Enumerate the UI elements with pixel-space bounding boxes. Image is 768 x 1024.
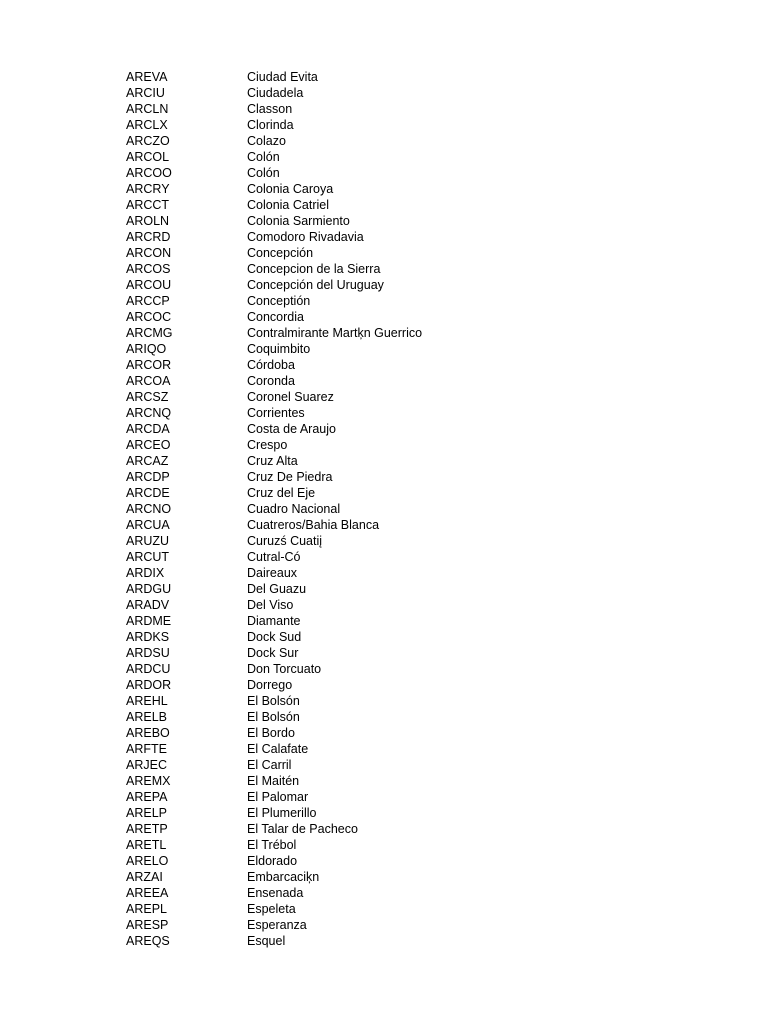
location-code: ARELP	[126, 806, 167, 820]
location-name: Dorrego	[247, 678, 293, 692]
location-code: ARCOC	[126, 310, 172, 324]
location-code: ARCNQ	[126, 406, 172, 420]
list-item	[126, 133, 646, 149]
location-name: Coquimbito	[247, 342, 311, 356]
list-item	[126, 389, 646, 405]
location-name: Concepción del Uruguay	[247, 278, 384, 292]
list-item	[126, 853, 646, 869]
location-code: ARIQO	[126, 342, 167, 356]
location-name: Clorinda	[247, 118, 294, 132]
location-name: Conceptión	[247, 294, 311, 308]
list-item	[126, 229, 646, 245]
location-name: Costa de Araujo	[247, 422, 336, 436]
location-name: Colonia Catriel	[247, 198, 329, 212]
location-code: ARCEO	[126, 438, 171, 452]
location-name: Colonia Sarmiento	[247, 214, 350, 228]
location-code: ARCSZ	[126, 390, 169, 404]
location-name: El Trébol	[247, 838, 297, 852]
location-name: Concordia	[247, 310, 304, 324]
location-name: Ensenada	[247, 886, 304, 900]
list-item	[126, 581, 646, 597]
list-item	[126, 405, 646, 421]
location-code: ARCUA	[126, 518, 170, 532]
location-code: ARDOR	[126, 678, 172, 692]
location-code: ARFTE	[126, 742, 167, 756]
location-code: AREPL	[126, 902, 167, 916]
location-code: AREMX	[126, 774, 171, 788]
list-item	[126, 485, 646, 501]
location-name: El Plumerillo	[247, 806, 317, 820]
list-item	[126, 709, 646, 725]
location-code: ARCCT	[126, 198, 170, 212]
location-name: Del Guazu	[247, 582, 307, 596]
location-code: ARELO	[126, 854, 169, 868]
location-code: AROLN	[126, 214, 170, 228]
location-name: Cutral-Có	[247, 550, 301, 564]
location-code: ARDME	[126, 614, 172, 628]
location-code: ARELB	[126, 710, 167, 724]
location-code: ARZAI	[126, 870, 163, 884]
location-name: Classon	[247, 102, 293, 116]
location-code: AREQS	[126, 934, 170, 948]
list-item	[126, 693, 646, 709]
location-code: ARCMG	[126, 326, 173, 340]
location-code: ARCAZ	[126, 454, 169, 468]
location-name: Contralmirante Martķn Guerrico	[247, 326, 423, 340]
list-item	[126, 549, 646, 565]
location-code: ARDSU	[126, 646, 170, 660]
location-code: ARCDA	[126, 422, 170, 436]
list-item	[126, 629, 646, 645]
location-name: Espeleta	[247, 902, 296, 916]
location-name: Eldorado	[247, 854, 298, 868]
location-code: AREVA	[126, 70, 168, 84]
location-name: Esquel	[247, 934, 286, 948]
location-name: Colón	[247, 150, 280, 164]
location-code: ARUZU	[126, 534, 170, 548]
location-code-list	[126, 69, 646, 949]
location-code: ARDCU	[126, 662, 171, 676]
location-name: Del Viso	[247, 598, 294, 612]
list-item	[126, 597, 646, 613]
list-item	[126, 197, 646, 213]
location-code: ARCOL	[126, 150, 170, 164]
list-item	[126, 645, 646, 661]
list-item	[126, 69, 646, 85]
location-name: Ciudadela	[247, 86, 304, 100]
location-code: ARCOR	[126, 358, 172, 372]
list-item	[126, 901, 646, 917]
list-item	[126, 421, 646, 437]
location-name: Ciudad Evita	[247, 70, 318, 84]
location-code: ARCDP	[126, 470, 170, 484]
list-item	[126, 661, 646, 677]
location-code: ARCCP	[126, 294, 170, 308]
location-name: Concepción	[247, 246, 314, 260]
location-name: Cruz De Piedra	[247, 470, 333, 484]
location-code: ARESP	[126, 918, 169, 932]
location-name: El Carril	[247, 758, 292, 772]
location-code: ARETP	[126, 822, 168, 836]
list-item	[126, 885, 646, 901]
location-name: Cruz Alta	[247, 454, 298, 468]
location-name: Concepcion de la Sierra	[247, 262, 381, 276]
list-item	[126, 789, 646, 805]
location-name: Colazo	[247, 134, 286, 148]
list-item	[126, 373, 646, 389]
list-item	[126, 741, 646, 757]
location-name: Don Torcuato	[247, 662, 322, 676]
list-item	[126, 261, 646, 277]
location-name: El Maitén	[247, 774, 300, 788]
list-item	[126, 773, 646, 789]
location-code: ARCOS	[126, 262, 171, 276]
list-item	[126, 213, 646, 229]
location-name: Colonia Caroya	[247, 182, 334, 196]
location-name: Colón	[247, 166, 280, 180]
location-name: El Bordo	[247, 726, 295, 740]
list-item	[126, 757, 646, 773]
location-code: ARDKS	[126, 630, 170, 644]
location-code: AREEA	[126, 886, 169, 900]
location-code: ARCOA	[126, 374, 171, 388]
list-item	[126, 325, 646, 341]
list-item	[126, 517, 646, 533]
location-code: AREPA	[126, 790, 168, 804]
list-item	[126, 837, 646, 853]
list-item	[126, 869, 646, 885]
location-code: AREHL	[126, 694, 168, 708]
location-code: ARCON	[126, 246, 172, 260]
location-code: ARCDE	[126, 486, 170, 500]
location-name: El Palomar	[247, 790, 309, 804]
list-item	[126, 181, 646, 197]
location-code: ARCRD	[126, 230, 171, 244]
location-name: El Bolsón	[247, 710, 300, 724]
list-item	[126, 341, 646, 357]
list-item	[126, 821, 646, 837]
list-item	[126, 277, 646, 293]
list-item	[126, 85, 646, 101]
list-item	[126, 165, 646, 181]
list-item	[126, 469, 646, 485]
list-item	[126, 565, 646, 581]
list-item	[126, 933, 646, 949]
location-code: ARCLX	[126, 118, 168, 132]
list-item	[126, 309, 646, 325]
list-item	[126, 613, 646, 629]
location-code: AREBO	[126, 726, 170, 740]
list-item	[126, 725, 646, 741]
location-name: Embarcaciķn	[247, 870, 320, 884]
location-code: ARJEC	[126, 758, 167, 772]
list-item	[126, 533, 646, 549]
location-code: ARCOO	[126, 166, 172, 180]
location-name: El Calafate	[247, 742, 309, 756]
location-name: Comodoro Rivadavia	[247, 230, 364, 244]
list-item	[126, 357, 646, 373]
location-code: ARCUT	[126, 550, 170, 564]
location-code: ARDGU	[126, 582, 172, 596]
location-code: ARCRY	[126, 182, 170, 196]
location-code: ARADV	[126, 598, 170, 612]
location-name: Corrientes	[247, 406, 305, 420]
list-item	[126, 149, 646, 165]
list-item	[126, 501, 646, 517]
location-name: Diamante	[247, 614, 301, 628]
location-name: Dock Sur	[247, 646, 299, 660]
list-item	[126, 805, 646, 821]
location-name: Coronel Suarez	[247, 390, 334, 404]
location-name: Dock Sud	[247, 630, 302, 644]
list-item	[126, 677, 646, 693]
location-name: Córdoba	[247, 358, 295, 372]
list-item	[126, 245, 646, 261]
location-code: ARCNO	[126, 502, 172, 516]
location-name: El Talar de Pacheco	[247, 822, 358, 836]
list-item	[126, 117, 646, 133]
location-code: ARCOU	[126, 278, 172, 292]
location-code: ARETL	[126, 838, 167, 852]
list-item	[126, 101, 646, 117]
location-name: Coronda	[247, 374, 295, 388]
list-item	[126, 917, 646, 933]
location-name: Crespo	[247, 438, 288, 452]
list-item	[126, 453, 646, 469]
location-code: ARCIU	[126, 86, 165, 100]
location-name: El Bolsón	[247, 694, 300, 708]
location-code: ARCZO	[126, 134, 170, 148]
location-code: ARCLN	[126, 102, 169, 116]
location-code: ARDIX	[126, 566, 165, 580]
location-name: Curuzś Cuatiį	[247, 534, 323, 548]
location-name: Daireaux	[247, 566, 298, 580]
list-item	[126, 437, 646, 453]
location-name: Esperanza	[247, 918, 307, 932]
location-name: Cuatreros/Bahia Blanca	[247, 518, 380, 532]
location-name: Cuadro Nacional	[247, 502, 341, 516]
list-item	[126, 293, 646, 309]
location-name: Cruz del Eje	[247, 486, 316, 500]
